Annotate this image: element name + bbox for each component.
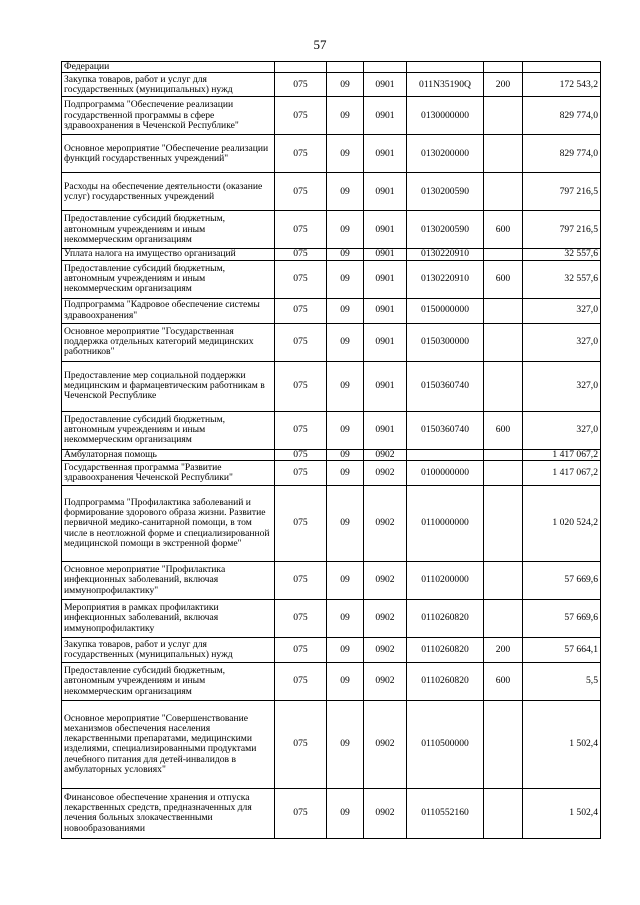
ministry-code-cell: 075 [275, 700, 327, 788]
section-code-cell: 09 [327, 662, 364, 700]
section-code-cell: 09 [327, 449, 364, 460]
amount-cell: 829 774,0 [523, 97, 601, 135]
section-code-cell: 09 [327, 411, 364, 449]
subsection-code-cell: 0901 [364, 135, 407, 173]
expense-type-cell [484, 449, 523, 460]
subsection-code-cell: 0902 [364, 700, 407, 788]
ministry-code-cell: 075 [275, 298, 327, 323]
subsection-code-cell: 0901 [364, 298, 407, 323]
ministry-code-cell: 075 [275, 249, 327, 260]
section-code-cell: 09 [327, 561, 364, 599]
section-code-cell: 09 [327, 460, 364, 485]
section-code-cell: 09 [327, 73, 364, 97]
section-code-cell: 09 [327, 700, 364, 788]
item-name-cell: Основное мероприятие "Государственная поддержка отдельных категорий медицинских работников" [62, 323, 275, 361]
amount-cell: 327,0 [523, 298, 601, 323]
amount-cell: 32 557,6 [523, 260, 601, 298]
target-article-cell: 0130200000 [407, 135, 484, 173]
ministry-code-cell: 075 [275, 637, 327, 662]
target-article-cell: 0150360740 [407, 361, 484, 411]
target-article-cell [407, 449, 484, 460]
ministry-code-cell: 075 [275, 361, 327, 411]
item-name-cell: Государственная программа "Развитие здравоохранения Чеченской Республики" [62, 460, 275, 485]
target-article-cell: 0110500000 [407, 700, 484, 788]
subsection-code-cell: 0901 [364, 411, 407, 449]
amount-cell: 57 664,1 [523, 637, 601, 662]
subsection-code-cell: 0901 [364, 173, 407, 211]
section-code-cell: 09 [327, 788, 364, 838]
subsection-code-cell: 0901 [364, 73, 407, 97]
item-name-cell: Федерации [62, 62, 275, 73]
item-name-cell: Финансовое обеспечение хранения и отпуска лекарственных средств, предназначенных для лечения больных злокачественными новообразованиями [62, 788, 275, 838]
table-body [62, 62, 601, 839]
item-name-cell: Закупка товаров, работ и услуг для государственных (муниципальных) нужд [62, 73, 275, 97]
target-article-cell: 011N35190Q [407, 73, 484, 97]
expense-type-cell [484, 788, 523, 838]
section-code-cell: 09 [327, 323, 364, 361]
section-code-cell: 09 [327, 637, 364, 662]
ministry-code-cell: 075 [275, 599, 327, 637]
subsection-code-cell: 0901 [364, 97, 407, 135]
target-article-cell: 0130200590 [407, 173, 484, 211]
amount-cell: 1 502,4 [523, 788, 601, 838]
expense-type-cell [484, 135, 523, 173]
subsection-code-cell: 0901 [364, 211, 407, 249]
section-code-cell [327, 62, 364, 73]
ministry-code-cell: 075 [275, 485, 327, 561]
expense-type-cell: 200 [484, 73, 523, 97]
amount-cell: 1 020 524,2 [523, 485, 601, 561]
table-row [62, 449, 601, 460]
page-number: 57 [313, 37, 327, 52]
target-article-cell: 0150000000 [407, 298, 484, 323]
table-row [62, 361, 601, 411]
target-article-cell [407, 62, 484, 73]
item-name-cell: Предоставление субсидий бюджетным, автономным учреждениям и иным некоммерческим организациям [62, 411, 275, 449]
target-article-cell: 0110260820 [407, 599, 484, 637]
ministry-code-cell: 075 [275, 323, 327, 361]
ministry-code-cell: 075 [275, 411, 327, 449]
section-code-cell: 09 [327, 135, 364, 173]
ministry-code-cell: 075 [275, 260, 327, 298]
table-row [62, 62, 601, 73]
ministry-code-cell: 075 [275, 449, 327, 460]
section-code-cell: 09 [327, 599, 364, 637]
subsection-code-cell: 0901 [364, 323, 407, 361]
subsection-code-cell: 0902 [364, 662, 407, 700]
table-row [62, 700, 601, 788]
subsection-code-cell: 0901 [364, 260, 407, 298]
target-article-cell: 0110200000 [407, 561, 484, 599]
section-code-cell: 09 [327, 298, 364, 323]
table-row [62, 599, 601, 637]
table-row [62, 637, 601, 662]
ministry-code-cell: 075 [275, 211, 327, 249]
expense-type-cell [484, 485, 523, 561]
target-article-cell: 0130220910 [407, 260, 484, 298]
target-article-cell: 0150300000 [407, 323, 484, 361]
section-code-cell: 09 [327, 260, 364, 298]
target-article-cell: 0150360740 [407, 411, 484, 449]
subsection-code-cell: 0902 [364, 561, 407, 599]
amount-cell: 797 216,5 [523, 211, 601, 249]
expense-type-cell [484, 323, 523, 361]
item-name-cell: Предоставление субсидий бюджетным, автономным учреждениям и иным некоммерческим организациям [62, 662, 275, 700]
table-row [62, 662, 601, 700]
table-row [62, 249, 601, 260]
table-row [62, 788, 601, 838]
expense-type-cell [484, 97, 523, 135]
section-code-cell: 09 [327, 485, 364, 561]
item-name-cell: Подпрограмма "Кадровое обеспечение системы здравоохранения" [62, 298, 275, 323]
expense-type-cell: 600 [484, 662, 523, 700]
table-row [62, 411, 601, 449]
table-row [62, 135, 601, 173]
amount-cell: 1 502,4 [523, 700, 601, 788]
amount-cell: 797 216,5 [523, 173, 601, 211]
item-name-cell: Уплата налога на имущество организаций [62, 249, 275, 260]
item-name-cell: Предоставление субсидий бюджетным, автономным учреждениям и иным некоммерческим организациям [62, 260, 275, 298]
item-name-cell: Основное мероприятие "Совершенствование механизмов обеспечения населения лекарственными препаратами, медицинскими изделиями, специализированными продуктами лечебного питания для детей-инвалидов в амбулаторных условиях" [62, 700, 275, 788]
item-name-cell: Подпрограмма "Профилактика заболеваний и формирование здорового образа жизни. Развитие первичной медико-санитарной помощи, в том числе в неотложной форме и специализированной медицинской помощи в экстренной форме" [62, 485, 275, 561]
expense-type-cell [484, 460, 523, 485]
expense-type-cell: 600 [484, 211, 523, 249]
amount-cell: 57 669,6 [523, 599, 601, 637]
target-article-cell: 0110000000 [407, 485, 484, 561]
table-row [62, 485, 601, 561]
expense-type-cell: 200 [484, 637, 523, 662]
item-name-cell: Основное мероприятие "Профилактика инфекционных заболеваний, включая иммунопрофилактику" [62, 561, 275, 599]
target-article-cell: 0130000000 [407, 97, 484, 135]
table-row [62, 460, 601, 485]
ministry-code-cell [275, 62, 327, 73]
ministry-code-cell: 075 [275, 561, 327, 599]
item-name-cell: Амбулаторная помощь [62, 449, 275, 460]
expense-type-cell: 600 [484, 411, 523, 449]
table-row [62, 211, 601, 249]
subsection-code-cell: 0902 [364, 449, 407, 460]
item-name-cell: Подпрограмма "Обеспечение реализации государственной программы в сфере здравоохранения в Чеченской Республике" [62, 97, 275, 135]
amount-cell [523, 62, 601, 73]
ministry-code-cell: 075 [275, 173, 327, 211]
ministry-code-cell: 075 [275, 135, 327, 173]
amount-cell: 327,0 [523, 411, 601, 449]
target-article-cell: 0130200590 [407, 211, 484, 249]
subsection-code-cell: 0902 [364, 599, 407, 637]
subsection-code-cell: 0901 [364, 249, 407, 260]
section-code-cell: 09 [327, 97, 364, 135]
item-name-cell: Мероприятия в рамках профилактики инфекционных заболеваний, включая иммунопрофилактику [62, 599, 275, 637]
amount-cell: 172 543,2 [523, 73, 601, 97]
subsection-code-cell [364, 62, 407, 73]
table-row [62, 73, 601, 97]
table-row [62, 173, 601, 211]
item-name-cell: Предоставление мер социальной поддержки медицинским и фармацевтическим работникам в Чеченской Республике [62, 361, 275, 411]
subsection-code-cell: 0902 [364, 788, 407, 838]
target-article-cell: 0100000000 [407, 460, 484, 485]
amount-cell: 57 669,6 [523, 561, 601, 599]
subsection-code-cell: 0902 [364, 460, 407, 485]
table-row [62, 260, 601, 298]
subsection-code-cell: 0902 [364, 637, 407, 662]
expense-type-cell [484, 62, 523, 73]
section-code-cell: 09 [327, 211, 364, 249]
expense-type-cell [484, 561, 523, 599]
target-article-cell: 0130220910 [407, 249, 484, 260]
expense-type-cell [484, 249, 523, 260]
amount-cell: 1 417 067,2 [523, 449, 601, 460]
expense-type-cell [484, 599, 523, 637]
ministry-code-cell: 075 [275, 662, 327, 700]
ministry-code-cell: 075 [275, 97, 327, 135]
section-code-cell: 09 [327, 361, 364, 411]
amount-cell: 1 417 067,2 [523, 460, 601, 485]
amount-cell: 327,0 [523, 361, 601, 411]
table-row [62, 323, 601, 361]
section-code-cell: 09 [327, 249, 364, 260]
item-name-cell: Предоставление субсидий бюджетным, автономным учреждениям и иным некоммерческим организациям [62, 211, 275, 249]
expense-type-cell [484, 361, 523, 411]
expense-type-cell [484, 173, 523, 211]
amount-cell: 327,0 [523, 323, 601, 361]
table-row [62, 561, 601, 599]
item-name-cell: Основное мероприятие "Обеспечение реализации функций государственных учреждений" [62, 135, 275, 173]
section-code-cell: 09 [327, 173, 364, 211]
target-article-cell: 0110260820 [407, 637, 484, 662]
amount-cell: 5,5 [523, 662, 601, 700]
expense-type-cell [484, 700, 523, 788]
subsection-code-cell: 0901 [364, 361, 407, 411]
subsection-code-cell: 0902 [364, 485, 407, 561]
amount-cell: 829 774,0 [523, 135, 601, 173]
budget-table [61, 61, 601, 839]
item-name-cell: Расходы на обеспечение деятельности (оказание услуг) государственных учреждений [62, 173, 275, 211]
ministry-code-cell: 075 [275, 460, 327, 485]
amount-cell: 32 557,6 [523, 249, 601, 260]
ministry-code-cell: 075 [275, 788, 327, 838]
table-row [62, 298, 601, 323]
ministry-code-cell: 075 [275, 73, 327, 97]
table-row [62, 97, 601, 135]
target-article-cell: 0110552160 [407, 788, 484, 838]
expense-type-cell [484, 298, 523, 323]
target-article-cell: 0110260820 [407, 662, 484, 700]
expense-type-cell: 600 [484, 260, 523, 298]
item-name-cell: Закупка товаров, работ и услуг для государственных (муниципальных) нужд [62, 637, 275, 662]
